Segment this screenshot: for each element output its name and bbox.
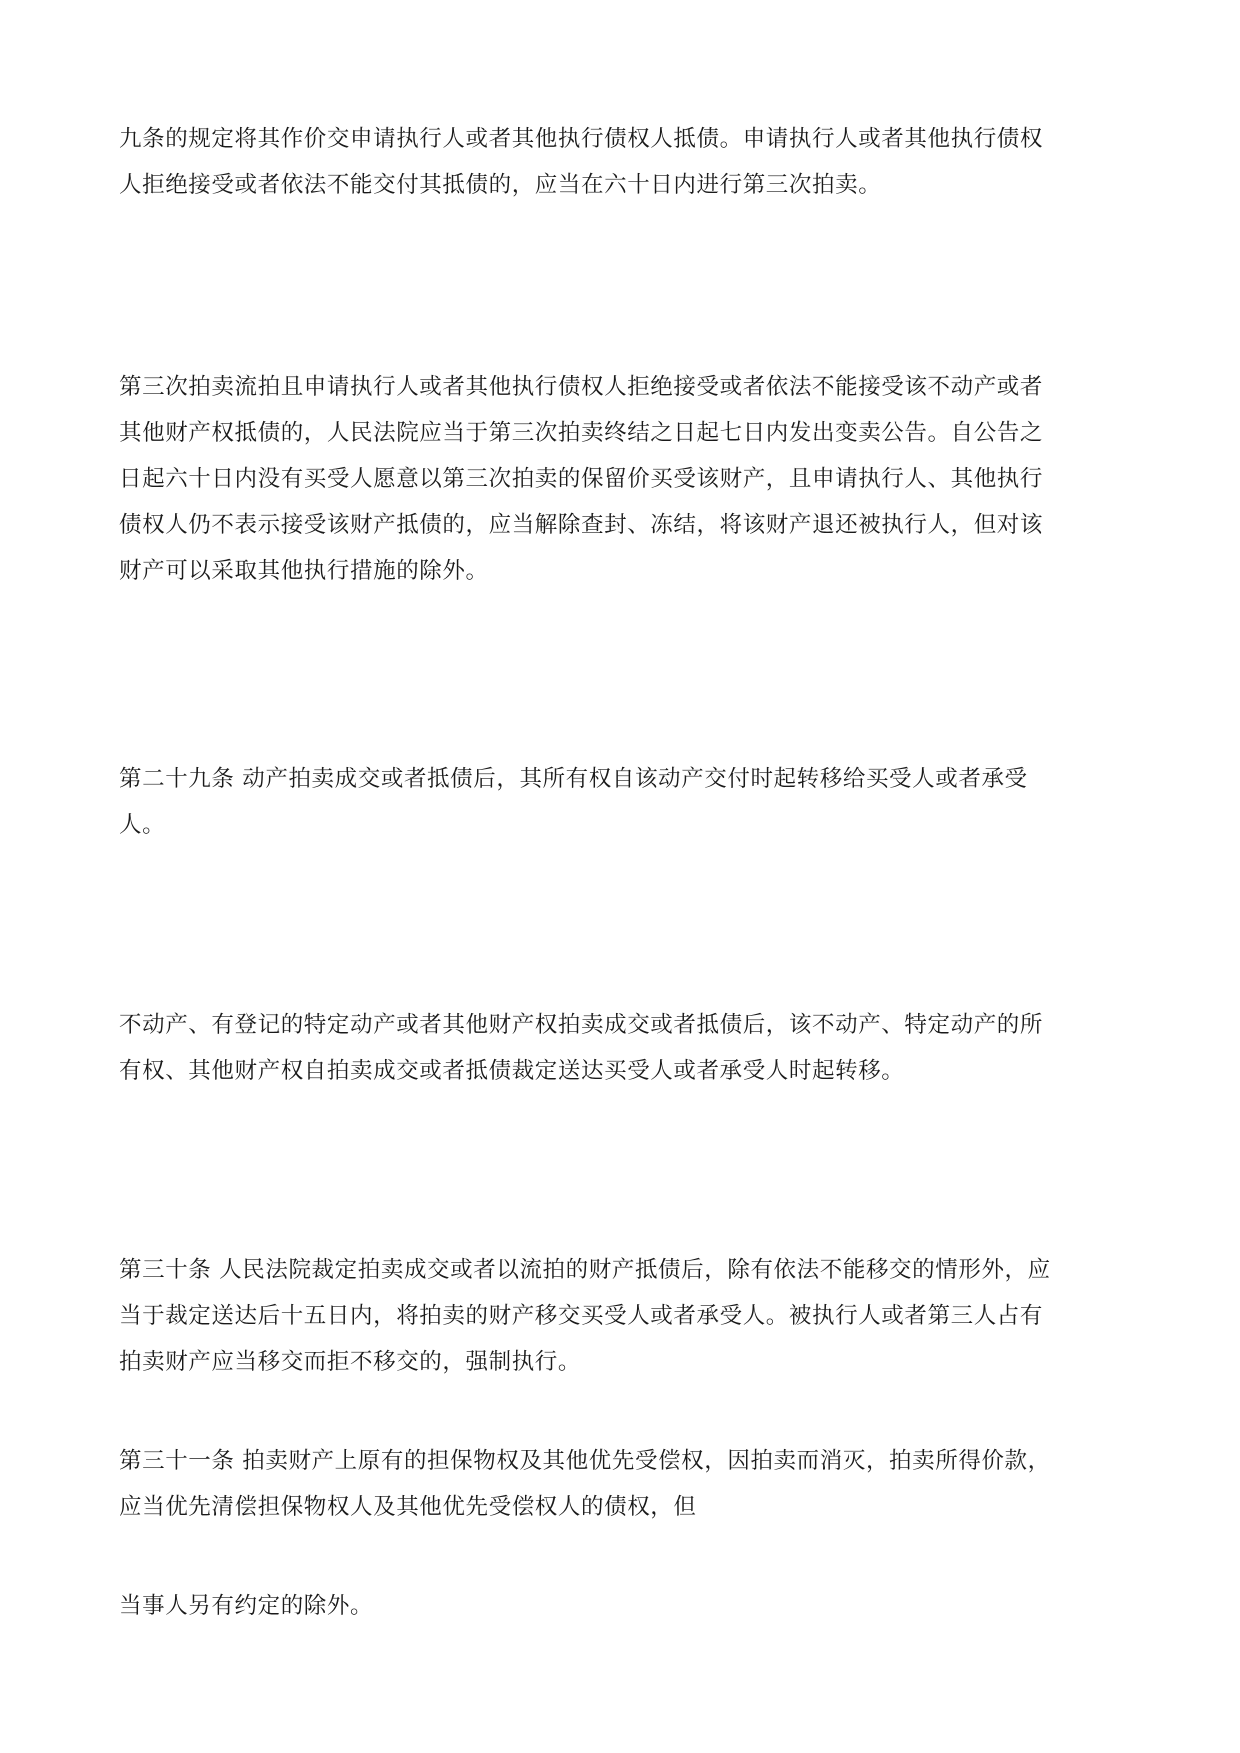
text-line: 财产可以采取其他执行措施的除外。 bbox=[119, 558, 489, 584]
paragraph-article-30 bbox=[119, 1247, 1124, 1385]
paragraph-sale-notice bbox=[119, 364, 1124, 594]
text-line: 不动产、有登记的特定动产或者其他财产权拍卖成交或者抵债后，该不动产、特定动产的所 bbox=[119, 1012, 1044, 1038]
paragraph-article-31 bbox=[119, 1438, 1124, 1530]
paragraph-exception bbox=[119, 1583, 1124, 1629]
text-line: 有权、其他财产权自拍卖成交或者抵债裁定送达买受人或者承受人时起转移。 bbox=[119, 1058, 905, 1084]
text-line: 拍卖财产应当移交而拒不移交的，强制执行。 bbox=[119, 1349, 582, 1375]
text-line: 第三次拍卖流拍且申请执行人或者其他执行债权人拒绝接受或者依法不能接受该不动产或者 bbox=[119, 374, 1044, 400]
text-line: 当于裁定送达后十五日内，将拍卖的财产移交买受人或者承受人。被执行人或者第三人占有 bbox=[119, 1303, 1044, 1329]
text-line: 人拒绝接受或者依法不能交付其抵债的，应当在六十日内进行第三次拍卖。 bbox=[119, 172, 882, 198]
text-line: 九条的规定将其作价交申请执行人或者其他执行债权人抵债。申请执行人或者其他执行债权 bbox=[119, 126, 1044, 152]
text-line: 应当优先清偿担保物权人及其他优先受偿权人的债权，但 bbox=[119, 1494, 697, 1520]
text-line: 第三十一条 拍卖财产上原有的担保物权及其他优先受偿权，因拍卖而消灭，拍卖所得价款， bbox=[119, 1448, 1051, 1474]
text-line: 日起六十日内没有买受人愿意以第三次拍卖的保留价买受该财产，且申请执行人、其他执行 bbox=[119, 466, 1044, 492]
text-line: 人。 bbox=[119, 812, 166, 838]
paragraph-auction-third bbox=[119, 116, 1124, 208]
text-line: 债权人仍不表示接受该财产抵债的，应当解除查封、冻结，将该财产退还被执行人，但对该 bbox=[119, 512, 1044, 538]
paragraph-real-estate-transfer bbox=[119, 1002, 1124, 1094]
text-line: 其他财产权抵债的，人民法院应当于第三次拍卖终结之日起七日内发出变卖公告。自公告之 bbox=[119, 420, 1044, 446]
paragraph-article-29 bbox=[119, 756, 1124, 848]
text-line: 第三十条 人民法院裁定拍卖成交或者以流拍的财产抵债后，除有依法不能移交的情形外，应 bbox=[119, 1257, 1051, 1283]
text-line: 当事人另有约定的除外。 bbox=[119, 1593, 374, 1619]
text-line: 第二十九条 动产拍卖成交或者抵债后，其所有权自该动产交付时起转移给买受人或者承受 bbox=[119, 766, 1028, 792]
